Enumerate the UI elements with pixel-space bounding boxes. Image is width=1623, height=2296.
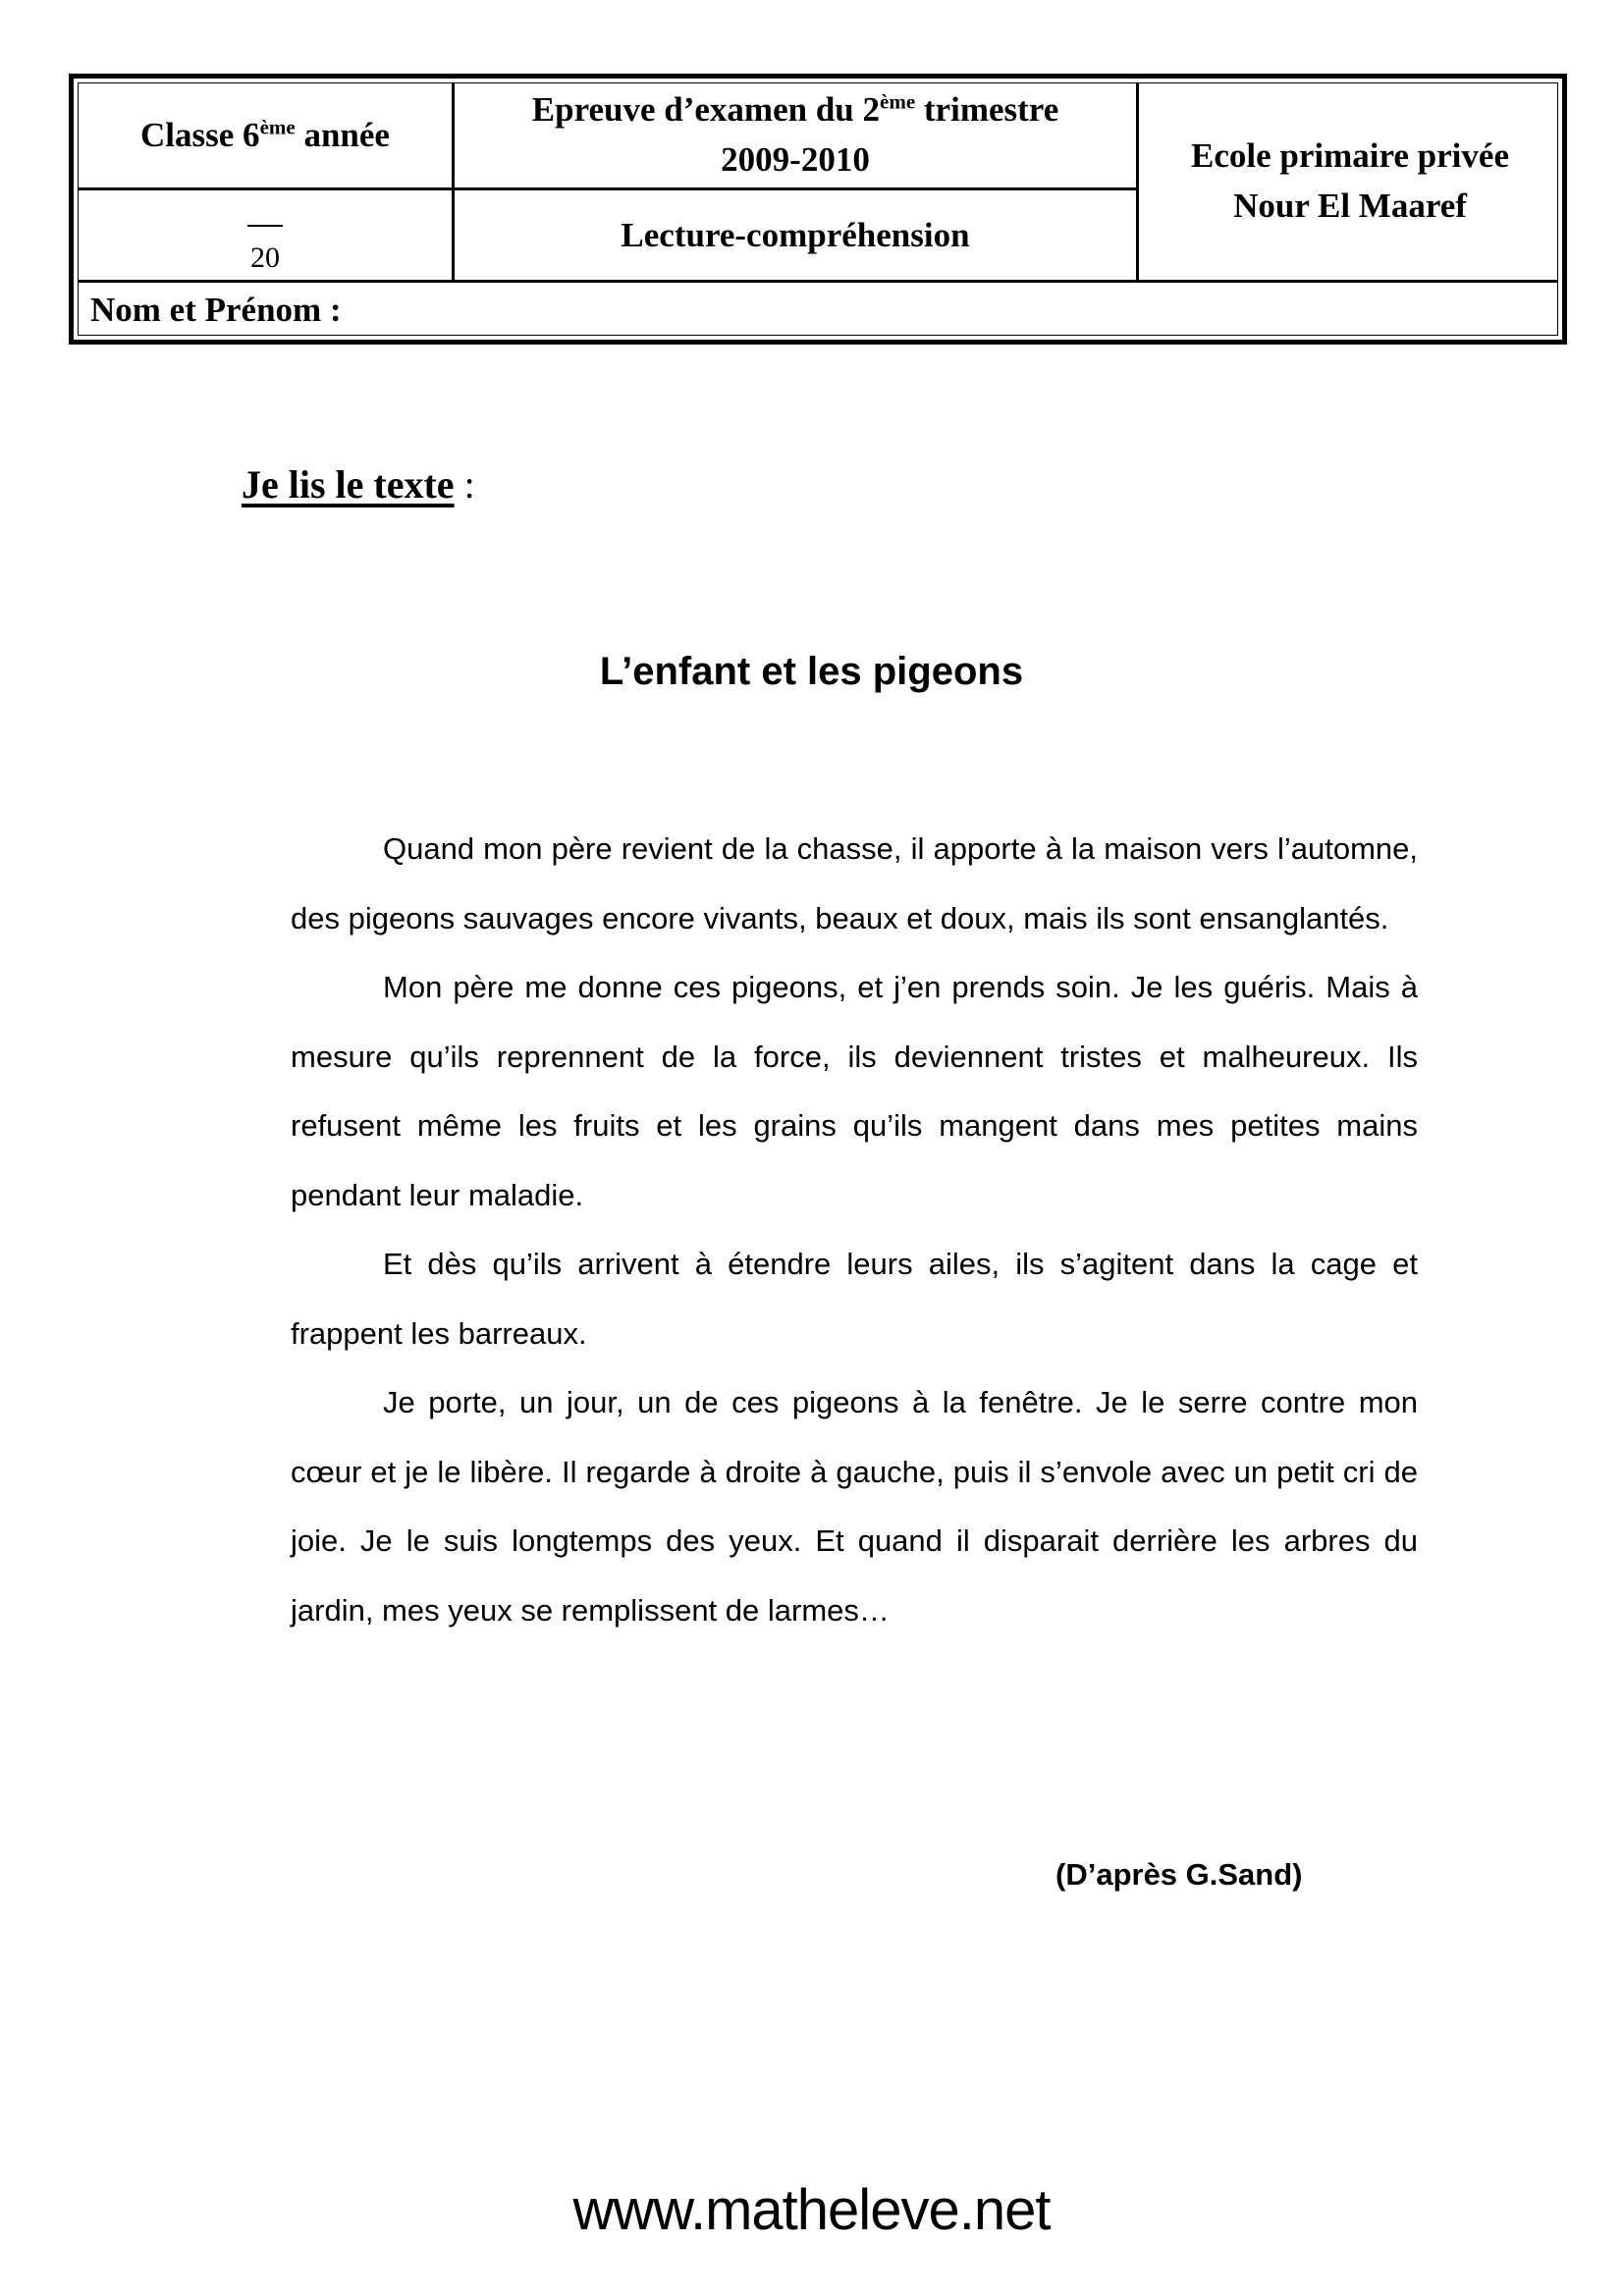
section-heading bbox=[242, 461, 475, 507]
section-heading-colon: : bbox=[454, 462, 475, 507]
subject-label: Lecture-compréhension bbox=[621, 215, 970, 254]
reading-passage bbox=[291, 815, 1418, 1645]
score-blank-line bbox=[247, 225, 283, 227]
footer-website[interactable]: www.matheleve.net bbox=[572, 2178, 1051, 2242]
school-cell bbox=[1139, 83, 1561, 280]
exam-title-cell bbox=[455, 83, 1136, 187]
paragraph-3: Et dès qu’ils arrivent à étendre leurs ailes, ils s’agitent dans la cage et frappent les barreaux. bbox=[291, 1247, 1418, 1351]
paragraph-2: Mon père me donne ces pigeons, et j’en prends soin. Je les guéris. Mais à mesure qu’ils reprennent de la force, ils deviennent tristes et malheureux. Ils refusent même les fruits et les grains qu’ils mangent dans mes petites mains pendant leur maladie. bbox=[291, 970, 1418, 1212]
exam-year: 2009-2010 bbox=[721, 140, 870, 179]
paragraph-1: Quand mon père revient de la chasse, il apporte à la maison vers l’automne, des pigeons sauvages encore vivants, beaux et doux, mais ils sont ensanglantés. bbox=[291, 831, 1418, 935]
score-cell bbox=[79, 190, 452, 280]
header-inner-frame bbox=[78, 82, 1558, 336]
exam-header-table bbox=[69, 74, 1567, 345]
name-field-row[interactable] bbox=[79, 283, 1557, 337]
school-name-line1: Ecole primaire privée bbox=[1191, 136, 1509, 176]
class-label: Classe 6ème année bbox=[140, 115, 390, 155]
source-attribution: (D’après G.Sand) bbox=[1055, 1857, 1303, 1892]
exam-title: Epreuve d’examen du 2ème trimestre bbox=[531, 89, 1059, 130]
school-name-line2: Nour El Maaref bbox=[1233, 187, 1467, 225]
section-heading-text: Je lis le texte bbox=[242, 462, 455, 507]
class-cell bbox=[79, 83, 452, 187]
paragraph-4: Je porte, un jour, un de ces pigeons à la fenêtre. Je le serre contre mon cœur et je le libère. Il regarde à droite à gauche, puis il s’envole avec un petit cri de joie. Je le suis longtemps des yeux. Et quand il disparait derrière les arbres du jardin, mes yeux se remplissent de larmes… bbox=[291, 1385, 1418, 1628]
story-title: L’enfant et les pigeons bbox=[599, 650, 1024, 693]
name-field-label: Nom et Prénom : bbox=[90, 290, 342, 329]
score-denominator: 20 bbox=[250, 240, 280, 274]
subject-cell bbox=[455, 190, 1136, 280]
